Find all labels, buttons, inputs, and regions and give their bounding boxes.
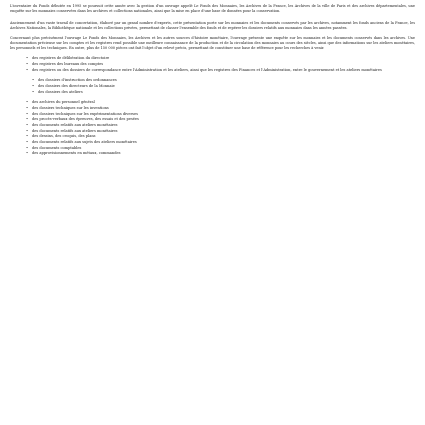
records-list-primary (10, 56, 415, 71)
list-item: • des documents relatifs aux sujets des ateliers monétaires (26, 140, 415, 144)
list-item: • des registres des bureaux des comptes (26, 62, 415, 66)
context-paragraph: Anciennement d'un vaste travail de concertation, élaboré par un grand nombre d'experts, cette présentation porte sur les monnaies et les documents conservés par les archives, notamment les fonds anciens de la France, les Archives Nationales, la Bibliothèque nationale et les collections privées, permettant de classer l'ensemble des fonds et de repérer les dossiers relatifs aux monnaies dans les années passées. (10, 21, 415, 30)
list-item: • des dossiers techniques sur les inventions (26, 106, 415, 110)
list-item: • des dossiers d'instruction des ordonnances (32, 78, 415, 82)
list-item: • des procès-verbaux des épreuves, des essais et des pesées (26, 117, 415, 121)
list-item: • des registres de délibération du directoire (26, 56, 415, 60)
list-item: • des dossiers des directeurs de la Monnaie (32, 84, 415, 88)
list-item: • des documents relatifs aux ateliers monétaires (26, 129, 415, 133)
records-list-dossiers (10, 78, 415, 93)
list-item: • des dossiers techniques sur les expérimentations diverses (26, 112, 415, 116)
records-list-technical (10, 100, 415, 155)
list-item: • des approvisionnements en métaux, commandes (26, 151, 415, 155)
list-item: • des archives du personnel général (26, 100, 415, 104)
list-item: • des registres ou des dossiers de correspondance entre l'Administration et les ateliers, ainsi que les registres des Finances et l'Administration, entre le gouvernement et les ateliers monétaires (26, 68, 415, 72)
list-item: • des dossiers des ateliers (32, 90, 415, 94)
list-item: • des documents comptables (26, 146, 415, 150)
description-paragraph: Concernant plus précisément l'ouvrage Le Fonds des Monnaies, les Archives et les autres sources d'histoire monétaire, l'ouvrage présente une enquête sur les monnaies et les documents conservés dans les archives. Une documentation précieuse sur les comptes et les registres rend possible une meilleure connaissance de la production et de la circulation des monnaies au cours des siècles, ainsi que des informations sur les ateliers monétaires, les personnels et les techniques. En outre, plus de 150 000 pièces ont fait l'objet d'un relevé précis, permettant de constituer une base de référence pour les recherches à venir. (10, 36, 415, 50)
list-item: • des documents relatifs aux ateliers monétaires (26, 123, 415, 127)
intro-paragraph: L'inventaire du Fonds débutée en 1995 se poursuit cette année avec la gestion d'un ouvrage appelé Le Fonds des Monnaies, les Archives de la France, les Archives de la ville de Paris et des archives départementales, une enquête sur les monnaies conservées dans les archives et collections nationales, ainsi que la mise en place d'une base de données pour la conservation. (10, 4, 415, 13)
list-item: • des dessins, des croquis, des plans (26, 134, 415, 138)
